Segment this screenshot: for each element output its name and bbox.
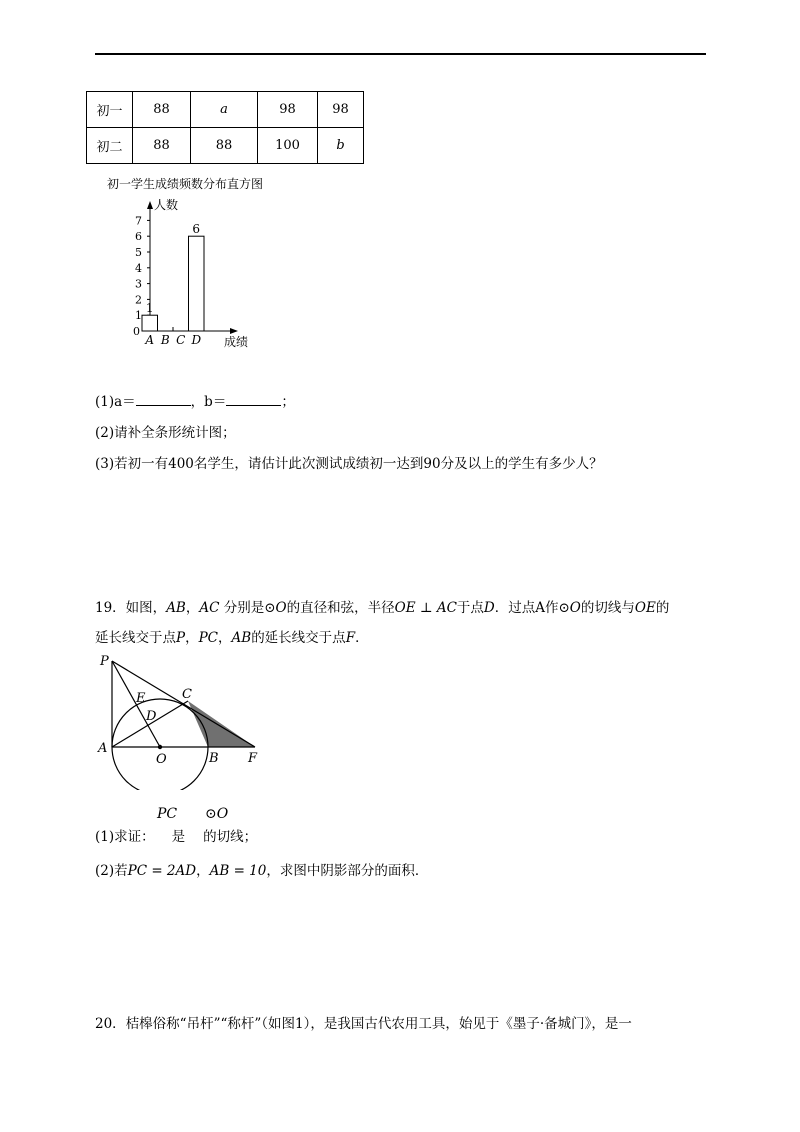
q19-p1-circle: ⊙O <box>205 806 229 822</box>
q19-text: (2)若 <box>95 863 128 879</box>
label-p: P <box>100 654 109 669</box>
q19-text: 于点 <box>456 600 484 616</box>
y-tick-label: 0 <box>133 325 140 338</box>
q19-text: ，求图中阴影部分的面积． <box>266 863 429 879</box>
table-cell: 100 <box>258 128 318 164</box>
q19-p1-pc: PC <box>157 806 178 822</box>
table-row <box>87 128 364 164</box>
q19-math: AB <box>231 630 252 646</box>
q19-text: ， <box>185 600 200 616</box>
label-o: O <box>156 752 167 767</box>
label-a: A <box>98 741 108 756</box>
q19-text: ， <box>185 630 199 646</box>
bar-a <box>142 315 158 331</box>
label-c: C <box>182 687 192 702</box>
x-tick-label: C <box>176 333 186 347</box>
y-tick-label: 6 <box>135 230 142 244</box>
y-axis-label: 人数 <box>154 198 179 212</box>
table-cell: 98 <box>258 92 318 128</box>
q19-text: ．过点A作 <box>494 600 559 616</box>
q19-math: ⊙O <box>558 600 581 616</box>
q19-math: ⊙O <box>264 600 287 616</box>
y-tick-label: 7 <box>135 214 142 228</box>
q19-math: AB = 10 <box>209 863 267 879</box>
x-tick-label: D <box>191 333 202 347</box>
center-point <box>158 745 162 749</box>
y-tick-label: 5 <box>135 246 142 259</box>
table-cell: 98 <box>318 92 364 128</box>
answer-blank-b <box>226 393 281 406</box>
q18-part2: (2)请补全条形统计图； <box>95 425 236 441</box>
bar-data-label: 1 <box>145 301 154 316</box>
q19-text: ． <box>355 630 369 646</box>
row-label: 初二 <box>87 128 133 164</box>
q18-part3: (3)若初一有400名学生，请估计此次测试成绩初一达到90分及以上的学生有多少人？ <box>95 456 603 472</box>
segment-ac <box>112 701 188 747</box>
row-label: 初一 <box>87 92 133 128</box>
q19-math: OE <box>634 600 656 616</box>
q19-part1 <box>95 825 257 845</box>
table-cell: 88 <box>191 128 258 164</box>
q20-line1: 20．桔槔俗称“吊杆”“称杆”（如图1），是我国古代农用工具，始见于《墨子·备城门》，是一 <box>95 1016 632 1032</box>
q19-line1 <box>95 596 669 616</box>
y-tick-label: 2 <box>135 293 142 307</box>
table-cell: 88 <box>133 92 191 128</box>
table-row <box>87 92 364 128</box>
y-tick-label: 1 <box>135 309 142 323</box>
q19-math: D <box>483 600 495 616</box>
q19-text: 的切线； <box>203 829 258 845</box>
label-f: F <box>248 751 258 766</box>
q19-text: 的切线与 <box>580 600 635 616</box>
y-tick-label: 3 <box>135 277 142 291</box>
x-tick-label: B <box>160 333 170 347</box>
answer-blank-a <box>136 393 191 406</box>
header-rule <box>95 53 706 55</box>
q19-text: ， <box>196 863 210 879</box>
q19-math: AC <box>199 600 220 616</box>
q19-math: PC = 2AD <box>127 863 197 879</box>
circle-tangent-figure <box>92 650 272 790</box>
q19-text: 是 <box>171 829 186 845</box>
table-cell: b <box>318 128 364 164</box>
q19-line2 <box>95 626 369 646</box>
shaded-region <box>188 701 255 747</box>
q19-text: 延长线交于点 <box>95 630 176 646</box>
q19-math: PC <box>198 630 219 646</box>
q19-math: AB <box>166 600 186 616</box>
y-axis-arrow-icon <box>147 201 153 209</box>
q18-part1-a: (1)a＝ <box>95 394 136 410</box>
q19-text: 19．如图， <box>95 600 167 616</box>
bar-data-label: 6 <box>192 222 201 237</box>
circle-o <box>112 699 208 790</box>
table-cell: 88 <box>133 128 191 164</box>
q19-math: P <box>176 630 186 646</box>
y-tick-label: 4 <box>135 261 142 275</box>
histogram-title: 初一学生成绩频数分布直方图 <box>107 177 264 191</box>
q19-text: (1)求证： <box>95 829 155 845</box>
q18-part1-end: ； <box>281 394 295 410</box>
label-d: D <box>146 709 157 724</box>
table-cell: a <box>191 92 258 128</box>
x-tick-label: A <box>145 333 155 347</box>
q19-text: 的直径和弦，半径 <box>286 600 395 616</box>
label-b: B <box>209 751 219 766</box>
q19-math: OE ⊥ AC <box>394 600 457 616</box>
bar-d <box>189 236 205 331</box>
x-axis-arrow-icon <box>230 328 238 334</box>
q18-part1 <box>95 390 295 410</box>
q19-text: 的延长线交于点 <box>251 630 346 646</box>
q18-part1-b: ，b＝ <box>190 394 227 410</box>
histogram-chart <box>110 195 260 355</box>
q19-math: F <box>345 630 356 646</box>
x-axis-label: 成绩 <box>224 335 249 349</box>
label-e: E <box>136 691 146 706</box>
q19-part2 <box>95 859 428 879</box>
score-table <box>86 91 364 164</box>
q19-text: 分别是 <box>219 600 265 616</box>
q19-text: 的 <box>655 600 670 616</box>
q19-text: ， <box>218 630 232 646</box>
